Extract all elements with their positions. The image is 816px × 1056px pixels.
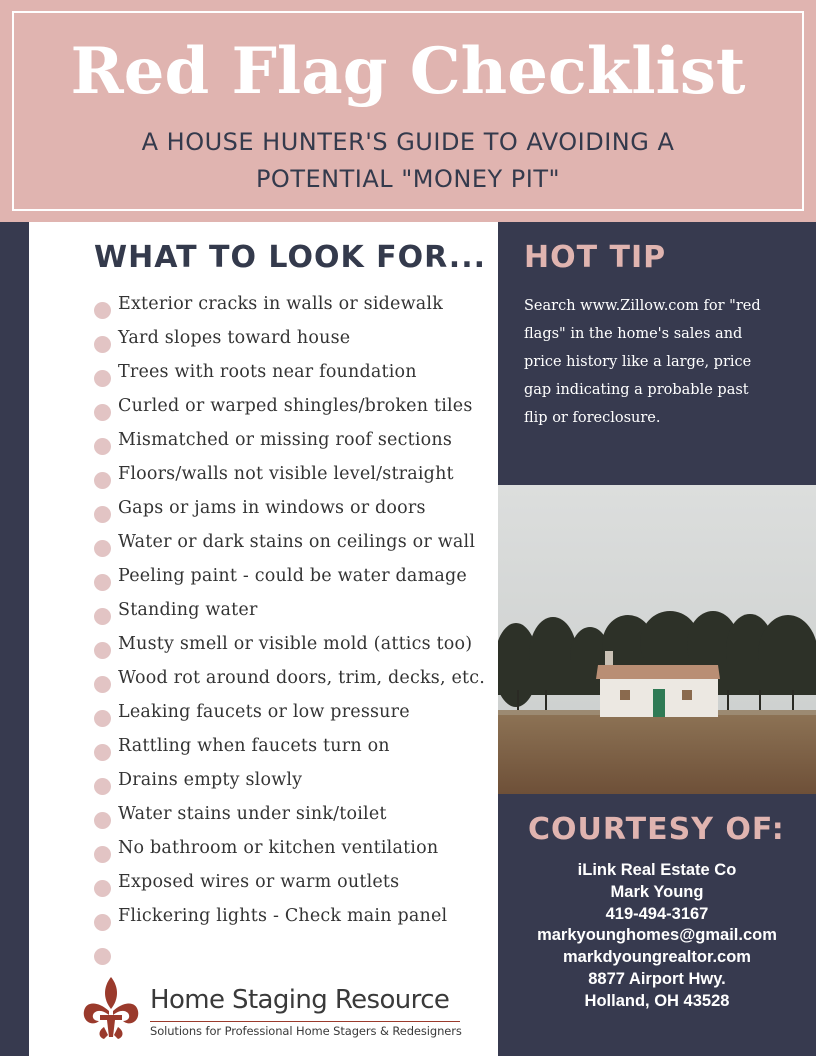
list-item-label: Exposed wires or warm outlets — [118, 872, 400, 892]
list-item — [94, 698, 498, 732]
bullet-dot-icon — [94, 710, 111, 727]
list-item-label: Flickering lights - Check main panel — [118, 906, 448, 926]
list-item-label: Curled or warped shingles/broken tiles — [118, 396, 473, 416]
list-item-label: Rattling when faucets turn on — [118, 736, 390, 756]
agent-website: markdyoungrealtor.com — [563, 948, 751, 967]
bullet-dot-icon — [94, 642, 111, 659]
list-item — [94, 868, 498, 902]
agent-contact-block — [498, 860, 816, 1013]
list-item — [94, 324, 498, 358]
list-item-label: Exterior cracks in walls or sidewalk — [118, 294, 444, 314]
bullet-dot-icon — [94, 302, 111, 319]
bullet-dot-icon — [94, 540, 111, 557]
list-item-label: Peeling paint - could be water damage — [118, 566, 467, 586]
courtesy-panel — [498, 794, 816, 1056]
subtitle-line-2: POTENTIAL "MONEY PIT" — [255, 165, 561, 193]
list-item — [94, 358, 498, 392]
list-item-label: Water stains under sink/toilet — [118, 804, 387, 824]
farmhouse-illustration — [498, 485, 816, 794]
bullet-dot-icon — [94, 506, 111, 523]
list-item-label: Trees with roots near foundation — [118, 362, 417, 382]
hot-tip-line: flip or foreclosure. — [524, 410, 661, 426]
list-item-label: Yard slopes toward house — [118, 328, 351, 348]
list-item-label: Musty smell or visible mold (attics too) — [118, 634, 473, 654]
bullet-dot-icon — [94, 370, 111, 387]
logo-divider — [150, 1021, 460, 1022]
list-item-label: No bathroom or kitchen ventilation — [118, 838, 439, 858]
list-item-label: Mismatched or missing roof sections — [118, 430, 453, 450]
bullet-dot-icon — [94, 948, 111, 965]
list-item — [94, 902, 498, 936]
hot-tip-text — [524, 292, 794, 432]
list-item — [94, 392, 498, 426]
list-item — [94, 596, 498, 630]
list-item — [94, 732, 498, 766]
list-item-label: Gaps or jams in windows or doors — [118, 498, 426, 518]
company-name: iLink Real Estate Co — [577, 861, 737, 879]
list-item-label: Standing water — [118, 600, 258, 620]
address-line-1: 8877 Airport Hwy. — [588, 969, 726, 988]
list-item — [94, 426, 498, 460]
list-item — [94, 528, 498, 562]
red-flag-list — [94, 290, 498, 970]
list-item — [94, 834, 498, 868]
agent-phone: 419-494-3167 — [605, 904, 709, 923]
fleur-de-lis-icon — [80, 975, 142, 1041]
list-item-label: Drains empty slowly — [118, 770, 303, 790]
bullet-dot-icon — [94, 744, 111, 761]
hot-tip-panel — [498, 222, 816, 485]
subtitle-line-1: A HOUSE HUNTER'S GUIDE TO AVOIDING A — [141, 128, 675, 156]
hot-tip-line: Search www.Zillow.com for "red — [524, 298, 761, 314]
header-banner — [0, 0, 816, 222]
address-line-2: Holland, OH 43528 — [584, 991, 730, 1010]
hot-tip-line: flags" in the home's sales and — [524, 326, 743, 342]
bullet-dot-icon — [94, 472, 111, 489]
list-item — [94, 630, 498, 664]
list-item-label: Water or dark stains on ceilings or wall — [118, 532, 476, 552]
page-title: Red Flag Checklist — [70, 34, 746, 109]
list-item — [94, 494, 498, 528]
bullet-dot-icon — [94, 880, 111, 897]
bullet-dot-icon — [94, 812, 111, 829]
bullet-dot-icon — [94, 404, 111, 421]
list-item — [94, 290, 498, 324]
list-item-trailing — [94, 936, 498, 970]
logo-name: Home Staging Resource — [150, 985, 450, 1015]
page-subtitle — [0, 124, 816, 198]
home-staging-resource-logo — [80, 975, 480, 1045]
left-accent-strip — [0, 222, 29, 1056]
bullet-dot-icon — [94, 914, 111, 931]
checklist-heading: WHAT TO LOOK FOR... — [94, 240, 486, 275]
bullet-dot-icon — [94, 336, 111, 353]
list-item-label: Floors/walls not visible level/straight — [118, 464, 454, 484]
courtesy-heading: COURTESY OF: — [528, 812, 785, 847]
bullet-dot-icon — [94, 438, 111, 455]
logo-tagline: Solutions for Professional Home Stagers & Redesigners — [150, 1024, 462, 1038]
bullet-dot-icon — [94, 608, 111, 625]
list-item — [94, 664, 498, 698]
hot-tip-heading: HOT TIP — [524, 240, 667, 275]
hot-tip-line: price history like a large, price — [524, 354, 752, 370]
list-item — [94, 562, 498, 596]
list-item — [94, 800, 498, 834]
hot-tip-line: gap indicating a probable past — [524, 382, 749, 398]
bullet-dot-icon — [94, 778, 111, 795]
house-photo — [498, 485, 816, 794]
list-item-label: Wood rot around doors, trim, decks, etc. — [118, 668, 486, 688]
bullet-dot-icon — [94, 846, 111, 863]
bullet-dot-icon — [94, 676, 111, 693]
agent-email: markyounghomes@gmail.com — [537, 926, 777, 945]
list-item-label: Leaking faucets or low pressure — [118, 702, 410, 722]
bullet-dot-icon — [94, 574, 111, 591]
list-item — [94, 766, 498, 800]
list-item — [94, 460, 498, 494]
agent-name: Mark Young — [610, 882, 704, 901]
